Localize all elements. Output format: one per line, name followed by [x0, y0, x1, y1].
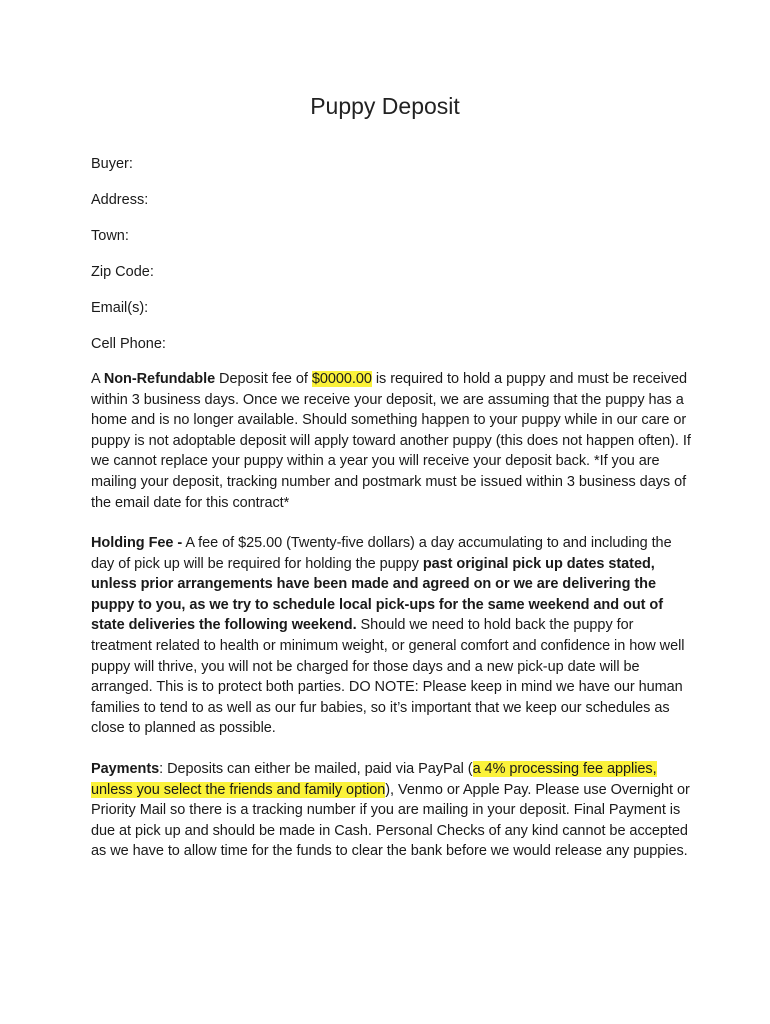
deposit-amount-highlight: $0000.00: [311, 371, 372, 387]
holding-fee-bold: past original pick up dates stated, unless prior arrangements have been made and agreed on or we are delivering the puppy to you, as we try to schedule local pick-ups for the same weekend and out of state deliveries the following weekend.: [91, 555, 663, 634]
holding-fee-heading: Holding Fee -: [91, 535, 183, 551]
payments-rest: ), Venmo or Apple Pay. Please use Overnight or Priority Mail so there is a tracking number if you are mailing in your deposit. Final Payment is due at pick up and should be made in Cash. Personal Checks of any kind cannot be accepted as we have to allow time for the funds to clear the bank before we would release any puppies.: [91, 781, 690, 860]
holding-fee-paragraph: [91, 533, 691, 739]
payments-intro: : Deposits can either be mailed, paid via PayPal (: [159, 761, 473, 777]
buyer-label: Buyer:: [91, 156, 133, 172]
page-title: Puppy Deposit: [310, 93, 460, 119]
cell-phone-label: Cell Phone:: [91, 336, 166, 352]
payments-paragraph: [91, 759, 691, 862]
non-refundable-mid: Deposit fee of: [215, 371, 312, 387]
non-refundable-rest: is required to hold a puppy and must be received within 3 business days. Once we receive your deposit, we are assuming that the puppy has a home and is no longer available. Should something happen to your puppy while in our care or puppy is not adoptable deposit will apply toward another puppy (this does not happen often). If we cannot replace your puppy within a year you will receive your deposit back. *If you are mailing your deposit, tracking number and postmark must be issued within 3 business days of the email date for this contract*: [91, 371, 691, 511]
zip-code-label: Zip Code:: [91, 264, 154, 280]
address-label: Address:: [91, 192, 149, 208]
email-label: Email(s):: [91, 300, 149, 316]
buyer-info-fields: [91, 155, 691, 371]
non-refundable-bold: Non-Refundable: [103, 371, 216, 387]
holding-fee-intro: A fee of $25.00 (Twenty-five dollars) a day accumulating to and including the day of pick up will be required for holding the puppy: [91, 535, 672, 572]
non-refundable-paragraph: [91, 369, 691, 513]
non-refundable-prefix: A: [91, 371, 104, 387]
processing-fee-highlight: a 4% processing fee applies, unless you select the friends and family option: [91, 761, 657, 798]
payments-heading: Payments: [91, 761, 160, 777]
town-label: Town:: [91, 228, 129, 244]
holding-fee-rest: Should we need to hold back the puppy for treatment related to health or minimum weight, or general comfort and confidence in how well puppy will thrive, you will not be charged for those days and a new pick-up date will be arranged. This is to protect both parties. DO NOTE: Please keep in mind we have our human families to tend to as well as our fur babies, so it’s important that we keep our schedules as close to planned as possible.: [91, 617, 685, 737]
